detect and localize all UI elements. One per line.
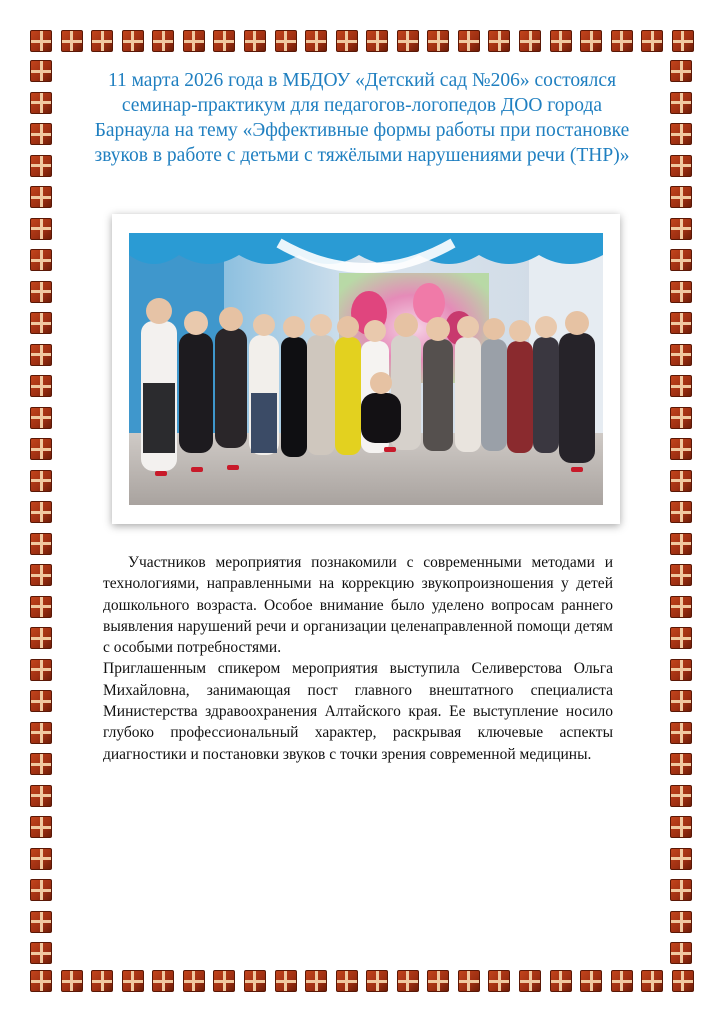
gift-box-icon <box>152 30 174 52</box>
gift-box-icon <box>91 970 113 992</box>
gift-box-icon <box>670 123 692 145</box>
gift-box-icon <box>670 501 692 523</box>
gift-box-icon <box>670 816 692 838</box>
gift-box-icon <box>61 30 83 52</box>
gift-box-icon <box>670 438 692 460</box>
gift-box-icon <box>30 155 52 177</box>
gift-box-icon <box>244 970 266 992</box>
gift-box-icon <box>670 722 692 744</box>
gift-box-icon <box>305 30 327 52</box>
gift-box-icon <box>30 312 52 334</box>
gift-box-icon <box>30 816 52 838</box>
gift-box-icon <box>397 970 419 992</box>
gift-box-icon <box>458 30 480 52</box>
gift-box-icon <box>670 375 692 397</box>
gift-box-icon <box>670 753 692 775</box>
gift-box-icon <box>30 375 52 397</box>
gift-box-icon <box>122 30 144 52</box>
gift-box-icon <box>670 596 692 618</box>
gift-box-icon <box>670 344 692 366</box>
gift-box-icon <box>670 218 692 240</box>
gift-box-icon <box>30 722 52 744</box>
gift-box-icon <box>30 60 52 82</box>
gift-box-icon <box>641 30 663 52</box>
gift-box-icon <box>670 690 692 712</box>
gift-box-icon <box>183 30 205 52</box>
gift-box-icon <box>670 470 692 492</box>
gift-box-icon <box>275 30 297 52</box>
gift-box-icon <box>670 312 692 334</box>
gift-box-icon <box>670 92 692 114</box>
gift-box-icon <box>670 911 692 933</box>
gift-box-icon <box>30 533 52 555</box>
group-photo <box>129 233 603 505</box>
gift-box-icon <box>30 627 52 649</box>
gift-box-icon <box>670 155 692 177</box>
gift-box-icon <box>30 753 52 775</box>
gift-box-icon <box>91 30 113 52</box>
gift-box-icon <box>366 30 388 52</box>
gift-box-icon <box>30 564 52 586</box>
gift-box-icon <box>670 407 692 429</box>
gift-box-icon <box>183 970 205 992</box>
gift-box-icon <box>672 30 694 52</box>
article-body <box>103 552 613 765</box>
gift-box-icon <box>305 970 327 992</box>
gift-box-icon <box>30 942 52 964</box>
gift-box-icon <box>30 186 52 208</box>
gift-box-icon <box>519 30 541 52</box>
paragraph-1: Участников мероприятия познакомили с современными методами и технологиями, направленными на коррекцию звукопроизношения у детей дошкольного возраста. Особое внимание было уделено вопросам раннего выявления нарушений речи и организации целенаправленной помощи детям с особыми потребностями. <box>103 554 613 657</box>
gift-box-icon <box>30 690 52 712</box>
gift-box-icon <box>336 30 358 52</box>
gift-box-icon <box>30 30 52 52</box>
gift-box-icon <box>670 186 692 208</box>
gift-box-icon <box>427 30 449 52</box>
paragraph-2: Приглашенным спикером мероприятия выступила Селиверстова Ольга Михайловна, занимающая пост главного внештатного специалиста Министерства здравоохранения Алтайского края. Ее выступление носило глубоко профессиональный характер, раскрывая ключевые аспекты диагностики и постановки звуков с точки зрения современной медицины. <box>103 660 613 763</box>
gift-box-icon <box>488 970 510 992</box>
gift-box-icon <box>30 501 52 523</box>
gift-box-icon <box>397 30 419 52</box>
gift-box-icon <box>641 970 663 992</box>
gift-box-icon <box>30 92 52 114</box>
gift-box-icon <box>366 970 388 992</box>
gift-box-icon <box>550 970 572 992</box>
gift-box-icon <box>244 30 266 52</box>
gift-box-icon <box>580 30 602 52</box>
gift-box-icon <box>30 911 52 933</box>
gift-box-icon <box>611 970 633 992</box>
gift-box-icon <box>670 249 692 271</box>
gift-box-icon <box>213 30 235 52</box>
gift-box-icon <box>30 848 52 870</box>
gift-box-icon <box>275 970 297 992</box>
gift-box-icon <box>152 970 174 992</box>
gift-box-icon <box>30 123 52 145</box>
gift-box-icon <box>30 596 52 618</box>
gift-box-icon <box>488 30 510 52</box>
gift-box-icon <box>30 879 52 901</box>
page-title: 11 марта 2026 года в МБДОУ «Детский сад №206» состоялся семинар-практикум для педагогов-логопедов ДОО города Барнаула на тему «Эффективные формы работы при постановке звуков в работе с детьми с тяжёлыми нарушениями речи (ТНР)» <box>94 70 630 166</box>
gift-box-icon <box>670 60 692 82</box>
gift-box-icon <box>30 407 52 429</box>
gift-box-icon <box>30 344 52 366</box>
gift-box-icon <box>30 785 52 807</box>
gift-box-icon <box>30 470 52 492</box>
gift-box-icon <box>611 30 633 52</box>
gift-box-icon <box>672 970 694 992</box>
border-top <box>30 30 694 54</box>
gift-box-icon <box>670 659 692 681</box>
border-right <box>670 60 694 964</box>
gift-box-icon <box>30 249 52 271</box>
gift-box-icon <box>213 970 235 992</box>
border-left <box>30 60 54 964</box>
gift-box-icon <box>519 970 541 992</box>
gift-box-icon <box>458 970 480 992</box>
gift-box-icon <box>122 970 144 992</box>
gift-box-icon <box>670 785 692 807</box>
gift-box-icon <box>670 627 692 649</box>
gift-box-icon <box>670 533 692 555</box>
gift-box-icon <box>580 970 602 992</box>
gift-box-icon <box>550 30 572 52</box>
gift-box-icon <box>427 970 449 992</box>
gift-box-icon <box>30 218 52 240</box>
gift-box-icon <box>30 438 52 460</box>
gift-box-icon <box>30 281 52 303</box>
gift-box-icon <box>30 659 52 681</box>
gift-box-icon <box>61 970 83 992</box>
group-photo-frame <box>112 214 620 524</box>
gift-box-icon <box>670 564 692 586</box>
gift-box-icon <box>336 970 358 992</box>
gift-box-icon <box>670 879 692 901</box>
gift-box-icon <box>670 848 692 870</box>
gift-box-icon <box>30 970 52 992</box>
gift-box-icon <box>670 281 692 303</box>
gift-box-icon <box>670 942 692 964</box>
border-bottom <box>30 970 694 994</box>
